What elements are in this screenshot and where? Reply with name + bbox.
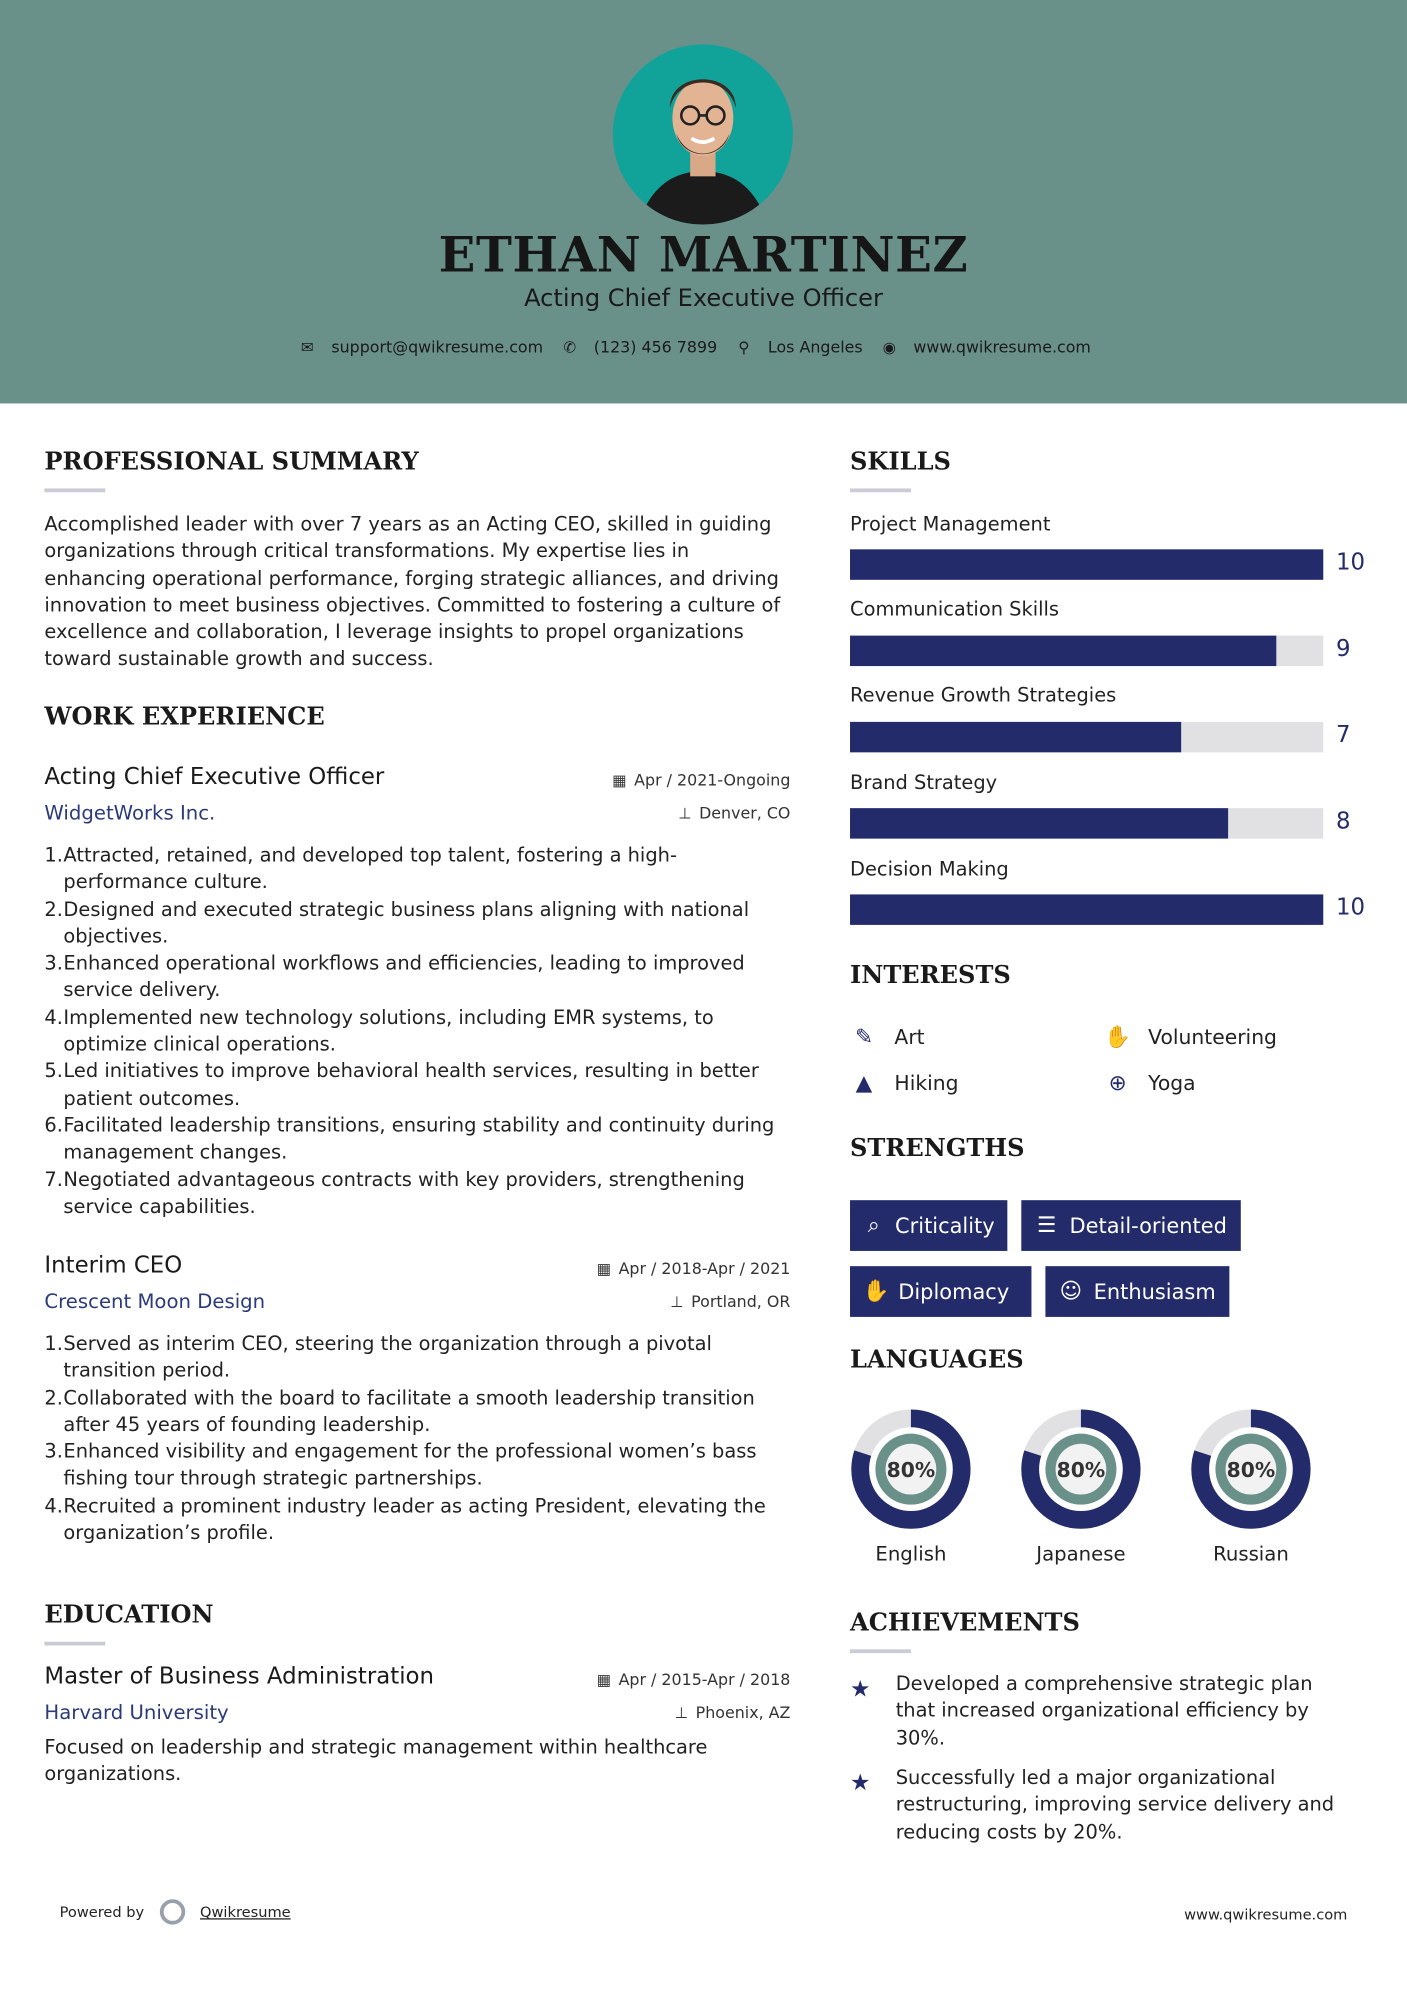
- list-number: 1.: [44, 843, 63, 867]
- skill-bar: [850, 722, 1323, 752]
- skill-bar-fill: [850, 636, 1276, 666]
- skill-score: 9: [1335, 635, 1351, 663]
- achievement-text: Developed a comprehensive strategic plan that increased organizational efficiency by 30%.: [895, 1672, 1313, 1750]
- calendar-icon: ▦: [612, 771, 627, 790]
- job-role: Acting Chief Executive Officer: [44, 763, 385, 791]
- skill-bar-fill: [850, 722, 1181, 752]
- language-item: [1020, 1408, 1142, 1566]
- achievement-text: Successfully led a major organizational restructuring, improving service delivery and reducing costs by 20%.: [895, 1766, 1335, 1843]
- pushpin-icon: ⊥: [678, 804, 692, 823]
- footer-brand-link[interactable]: Qwikresume: [200, 1903, 291, 1921]
- education-description: Focused on leadership and strategic management within healthcare organizations.: [44, 1735, 708, 1786]
- interest-label: Hiking: [894, 1070, 959, 1095]
- job-location: [678, 803, 790, 822]
- pushpin-icon: ⊥: [674, 1703, 689, 1722]
- map-pin-icon: ⚲: [738, 338, 750, 356]
- interest-label: Volunteering: [1148, 1025, 1277, 1050]
- language-item: [850, 1408, 972, 1566]
- skill-bar: [850, 808, 1323, 838]
- handshake-icon: ✋: [862, 1278, 890, 1305]
- language-ring: [850, 1408, 972, 1530]
- qwikresume-logo-icon: [159, 1899, 184, 1924]
- job-location-text: Portland, OR: [691, 1291, 791, 1311]
- contact-website[interactable]: www.qwikresume.com: [913, 337, 1091, 357]
- language-ring: [1190, 1408, 1312, 1530]
- duty-text: Implemented new technology solutions, including EMR systems, to optimize clinical operations.: [63, 1005, 714, 1056]
- list-item: [44, 842, 790, 896]
- language-percent: 80%: [1226, 1457, 1276, 1482]
- skill-label: Decision Making: [850, 857, 1009, 881]
- lifebuoy-icon: ⊕: [1108, 1070, 1127, 1097]
- duty-text: Designed and executed strategic business plans aligning with national objectives.: [63, 897, 750, 948]
- achievements-underline: [850, 1649, 911, 1653]
- duty-text: Facilitated leadership transitions, ensuring stability and continuity during management changes.: [63, 1113, 775, 1164]
- summary-heading: PROFESSIONAL SUMMARY: [44, 447, 419, 476]
- education-school: Harvard University: [44, 1701, 229, 1725]
- job-role: Interim CEO: [44, 1252, 183, 1279]
- language-percent: 80%: [1056, 1457, 1106, 1482]
- skill-score: 8: [1335, 808, 1351, 835]
- search-icon: ⌕: [867, 1212, 880, 1239]
- strength-label: Detail-oriented: [1069, 1213, 1227, 1238]
- language-name: Japanese: [1036, 1542, 1126, 1566]
- contact-email[interactable]: support@qwikresume.com: [331, 337, 544, 357]
- interest-label: Art: [894, 1025, 925, 1050]
- list-item: [44, 1113, 790, 1167]
- skill-bar-fill: [850, 894, 1323, 924]
- job-location-text: Denver, CO: [699, 803, 791, 823]
- achievements-heading: ACHIEVEMENTS: [850, 1608, 1080, 1637]
- education-date: [597, 1670, 791, 1689]
- tree-icon: ▲: [855, 1070, 873, 1097]
- language-item: [1190, 1408, 1312, 1566]
- candidate-title: Acting Chief Executive Officer: [524, 284, 883, 313]
- smile-icon: ☺: [1059, 1278, 1083, 1305]
- contact-phone[interactable]: (123) 456 7899: [593, 337, 718, 357]
- job-date-text: Apr / 2021-Ongoing: [634, 770, 791, 790]
- strengths-heading: STRENGTHS: [850, 1134, 1025, 1163]
- job-date: [597, 1259, 791, 1278]
- list-item: [44, 950, 790, 1004]
- list-number: 2.: [44, 897, 63, 921]
- duty-text: Negotiated advantageous contracts with key providers, strengthening service capabilities.: [63, 1167, 745, 1218]
- list-number: 3.: [44, 1440, 63, 1464]
- job-location: [670, 1292, 790, 1311]
- summary-text: Accomplished leader with over 7 years as an Acting CEO, skilled in guiding organizations through critical transformations. My expertise lies in enhancing operational performance, forging strategic alliances, and driving innovation to meet business objectives. Committed to fostering a culture of excellence and collaboration, I leverage insights to propel organizations toward sustainable growth and success.: [44, 512, 781, 671]
- paintbrush-icon: ✎: [854, 1025, 874, 1051]
- globe-icon: ◉: [882, 338, 896, 356]
- skills-heading: SKILLS: [850, 447, 951, 476]
- resume-header: [0, 0, 1407, 403]
- interest-item: [850, 1071, 958, 1096]
- candidate-name: ETHAN MARTINEZ: [438, 225, 969, 283]
- skill-label: Revenue Growth Strategies: [850, 683, 1117, 707]
- list-item: [44, 1331, 790, 1385]
- powered-by-label: Powered by: [59, 1903, 145, 1921]
- education-location: [675, 1703, 791, 1722]
- calendar-icon: ▦: [596, 1670, 611, 1689]
- skill-bar: [850, 894, 1323, 924]
- duty-text: Collaborated with the board to facilitate a smooth leadership transition after 45 years of founding leadership.: [63, 1386, 755, 1437]
- education-date-text: Apr / 2015-Apr / 2018: [618, 1669, 791, 1689]
- job-duties: [44, 1331, 790, 1547]
- interest-item: [1104, 1025, 1277, 1050]
- skill-bar-fill: [850, 808, 1229, 838]
- footer-website-link[interactable]: www.qwikresume.com: [1184, 1905, 1348, 1924]
- list-number: 4.: [44, 1494, 63, 1518]
- languages-heading: LANGUAGES: [850, 1346, 1024, 1375]
- language-name: English: [875, 1542, 947, 1566]
- language-name: Russian: [1213, 1542, 1289, 1566]
- strength-label: Enthusiasm: [1093, 1279, 1216, 1304]
- job-company: WidgetWorks Inc.: [44, 801, 216, 825]
- job-date-text: Apr / 2018-Apr / 2021: [618, 1258, 791, 1278]
- duty-text: Attracted, retained, and developed top talent, fostering a high-performance culture.: [63, 843, 677, 894]
- list-number: 7.: [44, 1167, 63, 1191]
- list-icon: ☰: [1037, 1212, 1057, 1239]
- education-degree: Master of Business Administration: [44, 1663, 434, 1690]
- duty-text: Led initiatives to improve behavioral health services, resulting in better patient outcomes.: [63, 1059, 759, 1110]
- strength-badge: [1045, 1266, 1229, 1317]
- list-number: 6.: [44, 1113, 63, 1137]
- experience-heading: WORK EXPERIENCE: [44, 702, 325, 731]
- list-item: [44, 1005, 790, 1059]
- list-item: [44, 1385, 790, 1439]
- handshake-icon: ✋: [1104, 1025, 1132, 1051]
- skills-underline: [850, 488, 911, 492]
- list-number: 1.: [44, 1332, 63, 1355]
- list-item: [44, 1493, 790, 1547]
- strength-label: Diplomacy: [898, 1279, 1010, 1304]
- skill-score: 10: [1335, 549, 1366, 576]
- summary-underline: [44, 488, 105, 492]
- skill-bar-fill: [850, 549, 1323, 579]
- star-icon: ★: [850, 1675, 871, 1703]
- job-date: [612, 770, 790, 789]
- job-duties: [44, 842, 790, 1220]
- skill-score: 10: [1335, 894, 1366, 922]
- pushpin-icon: ⊥: [670, 1292, 684, 1311]
- interests-heading: INTERESTS: [850, 961, 1011, 990]
- list-item: [44, 896, 790, 950]
- education-location-text: Phoenix, AZ: [695, 1702, 791, 1722]
- list-number: 3.: [44, 951, 63, 975]
- strength-badge: [1021, 1200, 1240, 1251]
- interest-label: Yoga: [1148, 1070, 1196, 1095]
- list-number: 2.: [44, 1386, 63, 1410]
- skill-label: Communication Skills: [850, 597, 1060, 621]
- profile-photo: [613, 44, 793, 224]
- skill-label: Project Management: [850, 512, 1051, 536]
- skill-score: 7: [1335, 721, 1351, 749]
- skill-bar: [850, 549, 1323, 579]
- interest-item: [1104, 1071, 1196, 1096]
- list-number: 4.: [44, 1005, 63, 1029]
- skill-bar: [850, 636, 1323, 666]
- phone-icon: ✆: [563, 338, 577, 356]
- education-underline: [44, 1642, 105, 1646]
- list-item: [44, 1059, 790, 1113]
- star-icon: ★: [850, 1769, 871, 1797]
- job-company: Crescent Moon Design: [44, 1290, 266, 1314]
- list-item: [44, 1439, 790, 1493]
- list-item: [44, 1167, 790, 1221]
- footer-powered-by: [60, 1899, 291, 1924]
- skill-label: Brand Strategy: [850, 771, 998, 795]
- calendar-icon: ▦: [596, 1259, 611, 1278]
- interest-item: [850, 1025, 925, 1050]
- envelope-icon: ✉: [300, 338, 314, 356]
- contact-location: Los Angeles: [767, 337, 863, 357]
- duty-text: Recruited a prominent industry leader as acting President, elevating the organization’s profile.: [63, 1494, 766, 1545]
- education-heading: EDUCATION: [44, 1601, 214, 1630]
- strength-badge: [850, 1200, 1007, 1251]
- language-percent: 80%: [886, 1457, 936, 1482]
- language-ring: [1020, 1408, 1142, 1530]
- duty-text: Enhanced operational workflows and efficiencies, leading to improved service delivery.: [63, 951, 745, 1002]
- duty-text: Served as interim CEO, steering the organization through a pivotal transition period.: [63, 1332, 712, 1382]
- strength-label: Criticality: [895, 1213, 995, 1238]
- contact-bar: [0, 337, 1407, 356]
- strength-badge: [850, 1266, 1031, 1317]
- list-number: 5.: [44, 1059, 63, 1083]
- duty-text: Enhanced visibility and engagement for the professional women’s bass fishing tour through strategic partnerships.: [63, 1440, 757, 1491]
